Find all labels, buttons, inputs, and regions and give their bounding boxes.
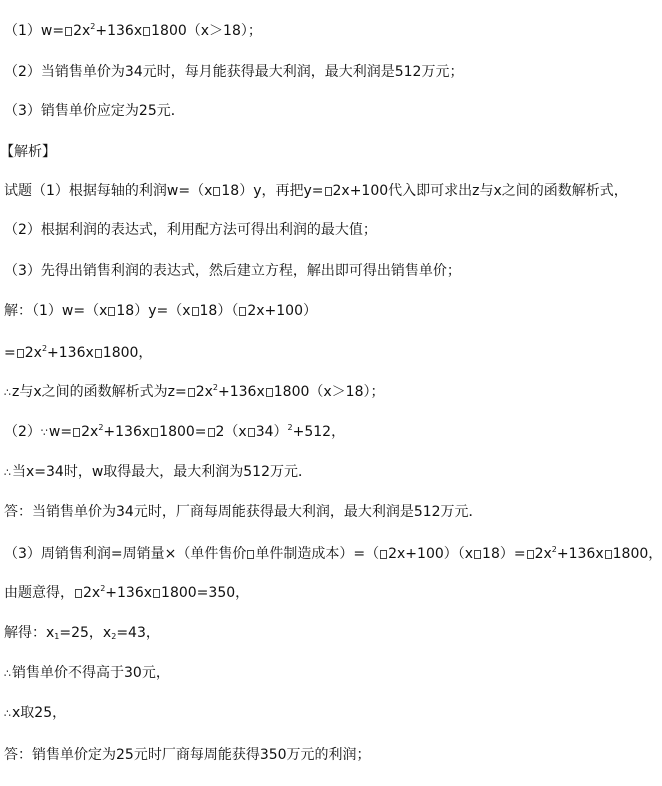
text: 18）=: [482, 546, 526, 562]
text: 解得：x: [4, 625, 55, 641]
missing-glyph-box: [143, 27, 150, 36]
text: 当x=34时，w取得最大，最大利润为512万元．: [12, 464, 313, 480]
superscript: 2: [287, 423, 293, 432]
subscript: 2: [111, 632, 117, 641]
text: z与x之间的函数解析式为z=: [12, 384, 187, 400]
text: 单件制造成本）=（: [255, 546, 380, 562]
missing-glyph-box: [527, 550, 534, 559]
missing-glyph-box: [153, 589, 160, 598]
text: =: [4, 345, 16, 361]
text: （2）: [4, 424, 41, 440]
text: +512，: [292, 424, 346, 440]
missing-glyph-box: [213, 187, 220, 196]
solution-line-8: [4, 584, 249, 602]
text: 1800（x＞18）；: [151, 23, 262, 39]
text: （1）w=: [4, 23, 65, 39]
missing-glyph-box: [208, 428, 215, 437]
missing-glyph-box: [17, 349, 24, 358]
superscript: 2: [90, 22, 96, 31]
text: （3）周销售利润=周销量×（单件售价: [4, 546, 247, 562]
missing-glyph-box: [188, 388, 195, 397]
text: 2x: [81, 424, 99, 440]
text: 1800=350，: [161, 585, 250, 601]
solution-line-7: [4, 545, 662, 563]
text: 1800，: [102, 345, 153, 361]
solution-line-2: [4, 344, 152, 362]
answer-line-1: [4, 22, 262, 40]
text: 2x: [73, 23, 91, 39]
solution-line-3: [4, 383, 385, 402]
because-symbol: ∵: [40, 426, 48, 439]
solution-line-10: [4, 664, 170, 683]
solution-line-4: [4, 423, 345, 442]
text: 2x: [24, 345, 42, 361]
superscript: 2: [212, 383, 219, 392]
text: x取25，: [12, 705, 67, 721]
text: +136x: [47, 345, 94, 361]
missing-glyph-box: [248, 428, 255, 437]
answer-line-2: （2）当销售单价为34元时，每月能获得最大利润，最大利润是512万元；: [4, 64, 464, 80]
solution-line-1: [4, 302, 317, 320]
text: 2x+100）（x: [388, 546, 474, 562]
text: 18）y=（x: [116, 303, 191, 319]
superscript: 2: [98, 423, 104, 432]
subscript: 1: [54, 632, 60, 641]
text: w=: [48, 424, 73, 440]
text: 2（x: [215, 424, 247, 440]
text: 试题（1）根据每轴的利润w=（x: [4, 183, 213, 199]
text: 销售单价不得高于30元，: [12, 665, 170, 681]
text: 解：（1）w=（x: [4, 303, 108, 319]
analysis-line-2: （2）根据利润的表达式，利用配方法可得出利润的最大值；: [4, 222, 377, 238]
missing-glyph-box: [239, 307, 246, 316]
text: 1800（x＞18）；: [273, 384, 385, 400]
missing-glyph-box: [605, 550, 612, 559]
missing-glyph-box: [151, 428, 158, 437]
therefore-symbol: ∴: [4, 667, 11, 680]
text: +136x: [218, 384, 265, 400]
analysis-heading: 【解析】: [0, 144, 56, 160]
superscript: 2: [100, 584, 106, 593]
answer-line-3: （3）销售单价应定为25元．: [4, 103, 185, 119]
text: +136x: [105, 585, 153, 601]
text: +136x: [95, 23, 143, 39]
text: +136x: [556, 546, 604, 562]
text: 18）（: [199, 303, 239, 319]
text: =43，: [116, 625, 160, 641]
text: 1800=: [159, 424, 207, 440]
solution-line-12: 答：销售单价定为25元时厂商每周能获得350万元的利润；: [4, 747, 371, 763]
analysis-line-3: （3）先得出销售利润的表达式，然后建立方程，解出即可得出销售单价；: [4, 263, 461, 279]
missing-glyph-box: [247, 550, 254, 559]
solution-line-5: [4, 463, 312, 482]
text: 由题意得，: [4, 585, 74, 601]
superscript: 2: [41, 344, 48, 353]
missing-glyph-box: [380, 550, 387, 559]
solution-line-9: [4, 624, 160, 642]
missing-glyph-box: [266, 388, 273, 397]
text: 2x+100代入即可求出z与x之间的函数解析式，: [332, 183, 628, 199]
solution-line-6: 答：当销售单价为34元时，厂商每周能获得最大利润，最大利润是512万元．: [4, 504, 483, 520]
missing-glyph-box: [474, 550, 481, 559]
text: +136x: [103, 424, 151, 440]
missing-glyph-box: [192, 307, 199, 316]
missing-glyph-box: [325, 187, 332, 196]
text: 2x: [195, 384, 213, 400]
missing-glyph-box: [95, 349, 102, 358]
missing-glyph-box: [73, 428, 80, 437]
text: 2x: [83, 585, 101, 601]
text: 2x+100）: [247, 303, 317, 319]
therefore-symbol: ∴: [4, 386, 11, 399]
therefore-symbol: ∴: [4, 466, 11, 479]
missing-glyph-box: [75, 589, 82, 598]
text: =25，x: [59, 625, 112, 641]
text: 2x: [534, 546, 552, 562]
text: 34）: [255, 424, 288, 440]
therefore-symbol: ∴: [4, 707, 11, 720]
missing-glyph-box: [108, 307, 115, 316]
missing-glyph-box: [65, 27, 72, 36]
solution-line-11: [4, 704, 66, 723]
analysis-line-1: [4, 182, 628, 200]
superscript: 2: [551, 545, 557, 554]
text: 18）y，再把y=: [221, 183, 324, 199]
text: 1800，: [612, 546, 662, 562]
